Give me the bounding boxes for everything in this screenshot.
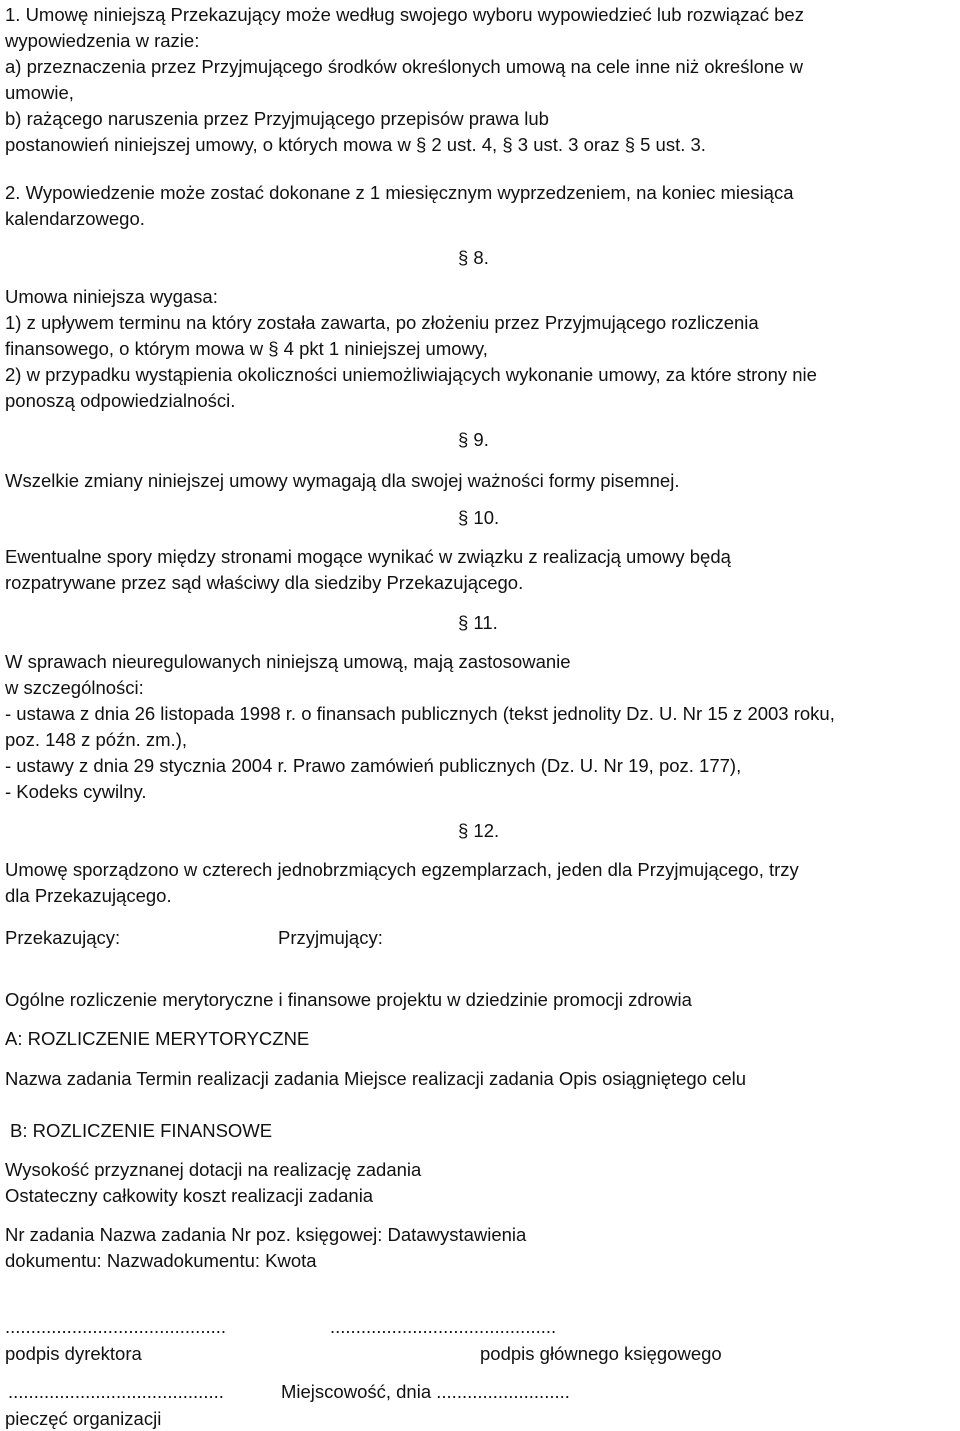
section-10-body: [5, 544, 950, 596]
section-b-lines: [5, 1157, 950, 1209]
text-line: wypowiedzenia w razie:: [5, 30, 200, 51]
document-fields: [5, 1222, 950, 1274]
text-line: b) rażącego naruszenia przez Przyjmującego przepisów prawa lub: [5, 108, 549, 129]
director-signature-label: podpis dyrektora: [5, 1343, 142, 1364]
text-line: ponoszą odpowiedzialności.: [5, 390, 236, 411]
text-line: W sprawach nieuregulowanych niniejszą umową, mają zastosowanie: [5, 651, 571, 672]
section-b-heading: B: ROZLICZENIE FINANSOWE: [10, 1120, 273, 1141]
text-line: kalendarzowego.: [5, 208, 145, 229]
signature-przekazujacy-label: Przekazujący:: [5, 927, 121, 948]
text-line: 2. Wypowiedzenie może zostać dokonane z 1 miesięcznym wyprzedzeniem, na koniec miesiąca: [5, 182, 794, 203]
stamp-label: pieczęć organizacji: [5, 1408, 162, 1429]
text-line: 2) w przypadku wystąpienia okoliczności uniemożliwiających wykonanie umowy, za które strony nie: [5, 364, 817, 385]
text-line: 1) z upływem terminu na który została zawarta, po złożeniu przez Przyjmującego rozliczenia: [5, 312, 759, 333]
text-line: rozpatrywane przez sąd właściwy dla siedziby Przekazującego.: [5, 572, 524, 593]
section-9-heading: § 9.: [458, 429, 489, 450]
accountant-signature-dots: ............................................: [330, 1316, 557, 1337]
section-7-paragraph-1: [5, 2, 950, 158]
place-date-field: Miejscowość, dnia ..........................: [281, 1381, 570, 1402]
text-line: Nr zadania Nazwa zadania Nr poz. księgowej: Datawystawienia: [5, 1224, 527, 1245]
accountant-signature-label: podpis głównego księgowego: [480, 1343, 722, 1364]
report-title: Ogólne rozliczenie merytoryczne i finansowe projektu w dziedzinie promocji zdrowia: [5, 989, 692, 1010]
text-line: Ostateczny całkowity koszt realizacji zadania: [5, 1185, 374, 1206]
text-line: finansowego, o którym mowa w § 4 pkt 1 niniejszej umowy,: [5, 338, 488, 359]
director-signature-dots: ...........................................: [5, 1316, 227, 1337]
text-line: Ewentualne spory między stronami mogące wynikać w związku z realizacją umowy będą: [5, 546, 731, 567]
section-11-body: [5, 649, 950, 805]
section-10-heading: § 10.: [458, 507, 500, 528]
text-line: - Kodeks cywilny.: [5, 781, 147, 802]
section-12-heading: § 12.: [458, 820, 500, 841]
text-line: dla Przekazującego.: [5, 885, 172, 906]
section-8-heading: § 8.: [458, 247, 489, 268]
text-line: Umowa niniejsza wygasa:: [5, 286, 218, 307]
text-line: poz. 148 z późn. zm.),: [5, 729, 188, 750]
signature-przyjmujacy-label: Przyjmujący:: [278, 927, 383, 948]
text-line: postanowień niniejszej umowy, o których mowa w § 2 ust. 4, § 3 ust. 3 oraz § 5 ust. 3.: [5, 134, 706, 155]
section-12-body: [5, 857, 950, 909]
stamp-dots: ..........................................: [8, 1381, 224, 1402]
text-line: 1. Umowę niniejszą Przekazujący może według swojego wyboru wypowiedzieć lub rozwiązać bez: [5, 4, 804, 25]
section-11-heading: § 11.: [458, 612, 498, 633]
section-9-text: Wszelkie zmiany niniejszej umowy wymagają dla swojej ważności formy pisemnej.: [5, 470, 680, 491]
section-7-paragraph-2: [5, 180, 950, 232]
section-a-fields: Nazwa zadania Termin realizacji zadania Miejsce realizacji zadania Opis osiągniętego celu: [5, 1068, 747, 1089]
section-a-heading: A: ROZLICZENIE MERYTORYCZNE: [5, 1028, 310, 1049]
text-line: a) przeznaczenia przez Przyjmującego środków określonych umową na cele inne niż określone w: [5, 56, 803, 77]
text-line: Wysokość przyznanej dotacji na realizację zadania: [5, 1159, 422, 1180]
text-line: Umowę sporządzono w czterech jednobrzmiących egzemplarzach, jeden dla Przyjmującego, trzy: [5, 859, 799, 880]
text-line: - ustawa z dnia 26 listopada 1998 r. o finansach publicznych (tekst jednolity Dz. U. Nr 15 z 2003 roku,: [5, 703, 835, 724]
section-8-body: [5, 284, 950, 414]
text-line: w szczególności:: [5, 677, 144, 698]
text-line: - ustawy z dnia 29 stycznia 2004 r. Prawo zamówień publicznych (Dz. U. Nr 19, poz. 177),: [5, 755, 742, 776]
text-line: dokumentu: Nazwadokumentu: Kwota: [5, 1250, 317, 1271]
text-line: umowie,: [5, 82, 74, 103]
